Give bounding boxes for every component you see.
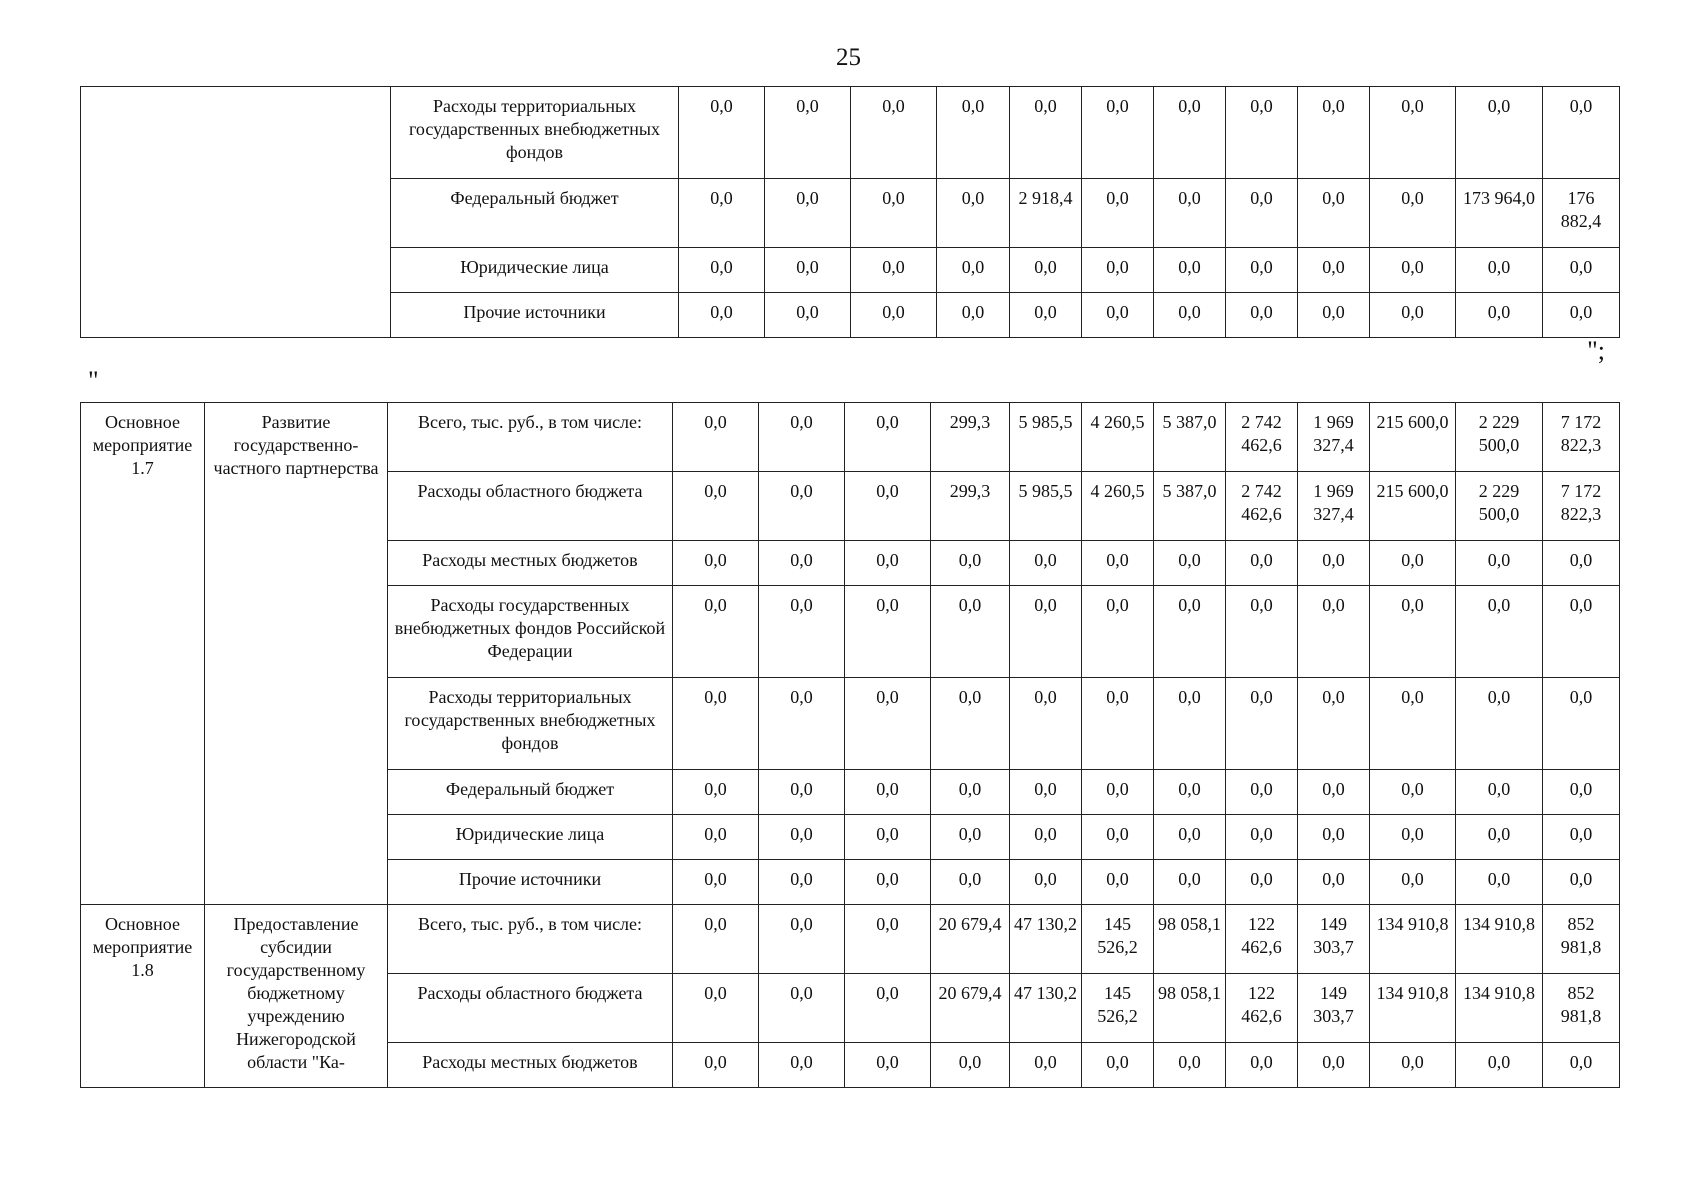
budget-table-continued bbox=[80, 86, 1620, 338]
measure-number-cell: Основное мероприятие 1.8 bbox=[81, 905, 205, 1088]
opening-quote-mark: " bbox=[88, 366, 99, 395]
value-cell: 0,0 bbox=[1154, 293, 1226, 338]
value-cell: 0,0 bbox=[759, 905, 845, 974]
value-cell: 0,0 bbox=[851, 87, 937, 179]
value-cell: 0,0 bbox=[1226, 179, 1298, 248]
value-cell: 0,0 bbox=[1298, 770, 1370, 815]
value-cell: 0,0 bbox=[759, 403, 845, 472]
value-cell: 0,0 bbox=[673, 1043, 759, 1088]
value-cell: 0,0 bbox=[1298, 541, 1370, 586]
value-cell: 0,0 bbox=[1082, 770, 1154, 815]
value-cell: 0,0 bbox=[1456, 293, 1543, 338]
value-cell: 0,0 bbox=[851, 248, 937, 293]
value-cell: 0,0 bbox=[1082, 1043, 1154, 1088]
value-cell: 20 679,4 bbox=[931, 905, 1010, 974]
measure-number-cell: Основное мероприятие 1.7 bbox=[81, 403, 205, 905]
value-cell: 145 526,2 bbox=[1082, 905, 1154, 974]
value-cell: 0,0 bbox=[1082, 678, 1154, 770]
value-cell: 0,0 bbox=[673, 586, 759, 678]
value-cell: 0,0 bbox=[1370, 586, 1456, 678]
value-cell: 0,0 bbox=[1370, 87, 1456, 179]
value-cell: 0,0 bbox=[679, 179, 765, 248]
value-cell: 1 969 327,4 bbox=[1298, 472, 1370, 541]
value-cell: 176 882,4 bbox=[1543, 179, 1620, 248]
value-cell: 0,0 bbox=[1226, 541, 1298, 586]
empty-measure-cell bbox=[81, 87, 391, 338]
value-cell: 0,0 bbox=[845, 472, 931, 541]
value-cell: 0,0 bbox=[851, 293, 937, 338]
value-cell: 0,0 bbox=[1543, 1043, 1620, 1088]
funding-source-cell: Расходы областного бюджета bbox=[388, 472, 673, 541]
value-cell: 0,0 bbox=[1010, 248, 1082, 293]
value-cell: 0,0 bbox=[1543, 541, 1620, 586]
value-cell: 0,0 bbox=[1456, 770, 1543, 815]
value-cell: 0,0 bbox=[931, 860, 1010, 905]
value-cell: 0,0 bbox=[759, 472, 845, 541]
value-cell: 0,0 bbox=[1370, 248, 1456, 293]
value-cell: 0,0 bbox=[1298, 815, 1370, 860]
value-cell: 0,0 bbox=[1226, 815, 1298, 860]
value-cell: 0,0 bbox=[845, 905, 931, 974]
value-cell: 149 303,7 bbox=[1298, 905, 1370, 974]
value-cell: 0,0 bbox=[1226, 678, 1298, 770]
value-cell: 0,0 bbox=[851, 179, 937, 248]
value-cell: 0,0 bbox=[937, 248, 1010, 293]
funding-source-cell: Федеральный бюджет bbox=[388, 770, 673, 815]
funding-source-cell: Юридические лица bbox=[388, 815, 673, 860]
value-cell: 0,0 bbox=[931, 1043, 1010, 1088]
value-cell: 0,0 bbox=[1154, 87, 1226, 179]
value-cell: 0,0 bbox=[1370, 541, 1456, 586]
value-cell: 0,0 bbox=[1298, 678, 1370, 770]
value-cell: 0,0 bbox=[673, 472, 759, 541]
table-row bbox=[81, 905, 1620, 974]
funding-source-cell: Расходы территориальных государственных внебюджетных фондов bbox=[391, 87, 679, 179]
value-cell: 0,0 bbox=[673, 541, 759, 586]
value-cell: 149 303,7 bbox=[1298, 974, 1370, 1043]
value-cell: 0,0 bbox=[937, 293, 1010, 338]
value-cell: 0,0 bbox=[1370, 770, 1456, 815]
value-cell: 0,0 bbox=[1543, 293, 1620, 338]
value-cell: 0,0 bbox=[931, 678, 1010, 770]
value-cell: 215 600,0 bbox=[1370, 403, 1456, 472]
value-cell: 0,0 bbox=[1082, 179, 1154, 248]
value-cell: 173 964,0 bbox=[1456, 179, 1543, 248]
funding-source-cell: Расходы областного бюджета bbox=[388, 974, 673, 1043]
value-cell: 98 058,1 bbox=[1154, 974, 1226, 1043]
value-cell: 0,0 bbox=[1456, 678, 1543, 770]
value-cell: 0,0 bbox=[759, 678, 845, 770]
value-cell: 0,0 bbox=[759, 860, 845, 905]
value-cell: 0,0 bbox=[673, 905, 759, 974]
value-cell: 0,0 bbox=[759, 541, 845, 586]
value-cell: 0,0 bbox=[679, 248, 765, 293]
value-cell: 0,0 bbox=[1010, 860, 1082, 905]
value-cell: 0,0 bbox=[673, 678, 759, 770]
value-cell: 0,0 bbox=[845, 860, 931, 905]
value-cell: 0,0 bbox=[765, 248, 851, 293]
funding-source-cell: Расходы территориальных государственных внебюджетных фондов bbox=[388, 678, 673, 770]
value-cell: 0,0 bbox=[1543, 860, 1620, 905]
value-cell: 0,0 bbox=[1154, 586, 1226, 678]
value-cell: 4 260,5 bbox=[1082, 472, 1154, 541]
value-cell: 0,0 bbox=[765, 179, 851, 248]
value-cell: 0,0 bbox=[937, 179, 1010, 248]
funding-source-cell: Прочие источники bbox=[391, 293, 679, 338]
value-cell: 20 679,4 bbox=[931, 974, 1010, 1043]
value-cell: 0,0 bbox=[1370, 860, 1456, 905]
value-cell: 299,3 bbox=[931, 472, 1010, 541]
page-number: 25 bbox=[836, 44, 861, 71]
value-cell: 0,0 bbox=[1226, 1043, 1298, 1088]
value-cell: 0,0 bbox=[1543, 815, 1620, 860]
value-cell: 0,0 bbox=[1154, 860, 1226, 905]
value-cell: 0,0 bbox=[1543, 87, 1620, 179]
value-cell: 2 918,4 bbox=[1010, 179, 1082, 248]
value-cell: 0,0 bbox=[845, 586, 931, 678]
value-cell: 0,0 bbox=[1154, 179, 1226, 248]
value-cell: 1 969 327,4 bbox=[1298, 403, 1370, 472]
value-cell: 852 981,8 bbox=[1543, 905, 1620, 974]
value-cell: 0,0 bbox=[1154, 541, 1226, 586]
value-cell: 5 985,5 bbox=[1010, 403, 1082, 472]
value-cell: 0,0 bbox=[679, 87, 765, 179]
measure-title-cell: Развитие государственно-частного партнерства bbox=[205, 403, 388, 905]
value-cell: 0,0 bbox=[1154, 1043, 1226, 1088]
value-cell: 215 600,0 bbox=[1370, 472, 1456, 541]
value-cell: 0,0 bbox=[845, 678, 931, 770]
value-cell: 134 910,8 bbox=[1370, 974, 1456, 1043]
value-cell: 2 229 500,0 bbox=[1456, 472, 1543, 541]
value-cell: 0,0 bbox=[1154, 815, 1226, 860]
value-cell: 0,0 bbox=[1082, 293, 1154, 338]
value-cell: 0,0 bbox=[673, 815, 759, 860]
value-cell: 0,0 bbox=[759, 586, 845, 678]
value-cell: 0,0 bbox=[845, 1043, 931, 1088]
value-cell: 0,0 bbox=[1456, 541, 1543, 586]
value-cell: 0,0 bbox=[1298, 586, 1370, 678]
value-cell: 0,0 bbox=[1154, 678, 1226, 770]
value-cell: 0,0 bbox=[673, 860, 759, 905]
value-cell: 0,0 bbox=[765, 293, 851, 338]
value-cell: 0,0 bbox=[845, 815, 931, 860]
value-cell: 0,0 bbox=[1010, 87, 1082, 179]
closing-quote-mark: "; bbox=[1587, 336, 1605, 365]
value-cell: 0,0 bbox=[679, 293, 765, 338]
value-cell: 0,0 bbox=[765, 87, 851, 179]
value-cell: 0,0 bbox=[1010, 586, 1082, 678]
value-cell: 47 130,2 bbox=[1010, 905, 1082, 974]
value-cell: 7 172 822,3 bbox=[1543, 403, 1620, 472]
value-cell: 145 526,2 bbox=[1082, 974, 1154, 1043]
value-cell: 47 130,2 bbox=[1010, 974, 1082, 1043]
value-cell: 0,0 bbox=[1298, 87, 1370, 179]
value-cell: 0,0 bbox=[1298, 1043, 1370, 1088]
funding-source-cell: Расходы местных бюджетов bbox=[388, 1043, 673, 1088]
value-cell: 0,0 bbox=[1370, 815, 1456, 860]
value-cell: 0,0 bbox=[1082, 815, 1154, 860]
value-cell: 2 742 462,6 bbox=[1226, 403, 1298, 472]
value-cell: 0,0 bbox=[759, 815, 845, 860]
value-cell: 0,0 bbox=[1082, 87, 1154, 179]
value-cell: 0,0 bbox=[1226, 586, 1298, 678]
value-cell: 0,0 bbox=[1543, 586, 1620, 678]
value-cell: 0,0 bbox=[1226, 293, 1298, 338]
value-cell: 0,0 bbox=[1010, 541, 1082, 586]
funding-source-cell: Всего, тыс. руб., в том числе: bbox=[388, 403, 673, 472]
value-cell: 0,0 bbox=[759, 1043, 845, 1088]
value-cell: 0,0 bbox=[1370, 293, 1456, 338]
value-cell: 299,3 bbox=[931, 403, 1010, 472]
value-cell: 0,0 bbox=[1082, 860, 1154, 905]
value-cell: 0,0 bbox=[1298, 179, 1370, 248]
funding-source-cell: Расходы государственных внебюджетных фондов Российской Федерации bbox=[388, 586, 673, 678]
table-row bbox=[81, 403, 1620, 472]
value-cell: 5 985,5 bbox=[1010, 472, 1082, 541]
value-cell: 0,0 bbox=[1298, 248, 1370, 293]
value-cell: 0,0 bbox=[931, 815, 1010, 860]
value-cell: 0,0 bbox=[1082, 541, 1154, 586]
funding-source-cell: Федеральный бюджет bbox=[391, 179, 679, 248]
value-cell: 0,0 bbox=[1543, 770, 1620, 815]
value-cell: 0,0 bbox=[1298, 293, 1370, 338]
value-cell: 0,0 bbox=[1082, 586, 1154, 678]
value-cell: 0,0 bbox=[1226, 860, 1298, 905]
value-cell: 0,0 bbox=[1370, 179, 1456, 248]
value-cell: 2 742 462,6 bbox=[1226, 472, 1298, 541]
value-cell: 0,0 bbox=[1456, 586, 1543, 678]
value-cell: 0,0 bbox=[673, 770, 759, 815]
value-cell: 4 260,5 bbox=[1082, 403, 1154, 472]
value-cell: 2 229 500,0 bbox=[1456, 403, 1543, 472]
value-cell: 0,0 bbox=[931, 770, 1010, 815]
value-cell: 0,0 bbox=[673, 974, 759, 1043]
measure-title-cell: Предоставление субсидии государственному бюджетному учреждению Нижегородской области "Ка- bbox=[205, 905, 388, 1088]
value-cell: 0,0 bbox=[1456, 87, 1543, 179]
funding-source-cell: Расходы местных бюджетов bbox=[388, 541, 673, 586]
value-cell: 7 172 822,3 bbox=[1543, 472, 1620, 541]
value-cell: 0,0 bbox=[931, 541, 1010, 586]
value-cell: 122 462,6 bbox=[1226, 905, 1298, 974]
funding-source-cell: Юридические лица bbox=[391, 248, 679, 293]
value-cell: 0,0 bbox=[1226, 770, 1298, 815]
value-cell: 0,0 bbox=[845, 541, 931, 586]
value-cell: 134 910,8 bbox=[1370, 905, 1456, 974]
value-cell: 0,0 bbox=[1298, 860, 1370, 905]
value-cell: 0,0 bbox=[1226, 87, 1298, 179]
value-cell: 852 981,8 bbox=[1543, 974, 1620, 1043]
value-cell: 0,0 bbox=[1456, 815, 1543, 860]
value-cell: 134 910,8 bbox=[1456, 974, 1543, 1043]
value-cell: 0,0 bbox=[937, 87, 1010, 179]
value-cell: 0,0 bbox=[1226, 248, 1298, 293]
table-row bbox=[81, 87, 1620, 179]
value-cell: 0,0 bbox=[759, 974, 845, 1043]
value-cell: 0,0 bbox=[845, 974, 931, 1043]
value-cell: 0,0 bbox=[1154, 248, 1226, 293]
value-cell: 0,0 bbox=[845, 403, 931, 472]
funding-source-cell: Всего, тыс. руб., в том числе: bbox=[388, 905, 673, 974]
value-cell: 0,0 bbox=[1543, 678, 1620, 770]
value-cell: 0,0 bbox=[759, 770, 845, 815]
value-cell: 0,0 bbox=[1010, 678, 1082, 770]
funding-source-cell: Прочие источники bbox=[388, 860, 673, 905]
value-cell: 122 462,6 bbox=[1226, 974, 1298, 1043]
value-cell: 5 387,0 bbox=[1154, 403, 1226, 472]
value-cell: 0,0 bbox=[673, 403, 759, 472]
value-cell: 0,0 bbox=[845, 770, 931, 815]
value-cell: 0,0 bbox=[1370, 678, 1456, 770]
value-cell: 0,0 bbox=[1456, 248, 1543, 293]
value-cell: 5 387,0 bbox=[1154, 472, 1226, 541]
value-cell: 0,0 bbox=[931, 586, 1010, 678]
value-cell: 0,0 bbox=[1010, 1043, 1082, 1088]
budget-table-measures bbox=[80, 402, 1620, 1088]
value-cell: 0,0 bbox=[1370, 1043, 1456, 1088]
value-cell: 0,0 bbox=[1456, 860, 1543, 905]
value-cell: 0,0 bbox=[1154, 770, 1226, 815]
value-cell: 0,0 bbox=[1456, 1043, 1543, 1088]
value-cell: 0,0 bbox=[1543, 248, 1620, 293]
value-cell: 0,0 bbox=[1010, 815, 1082, 860]
value-cell: 134 910,8 bbox=[1456, 905, 1543, 974]
value-cell: 0,0 bbox=[1082, 248, 1154, 293]
value-cell: 0,0 bbox=[1010, 770, 1082, 815]
value-cell: 98 058,1 bbox=[1154, 905, 1226, 974]
value-cell: 0,0 bbox=[1010, 293, 1082, 338]
